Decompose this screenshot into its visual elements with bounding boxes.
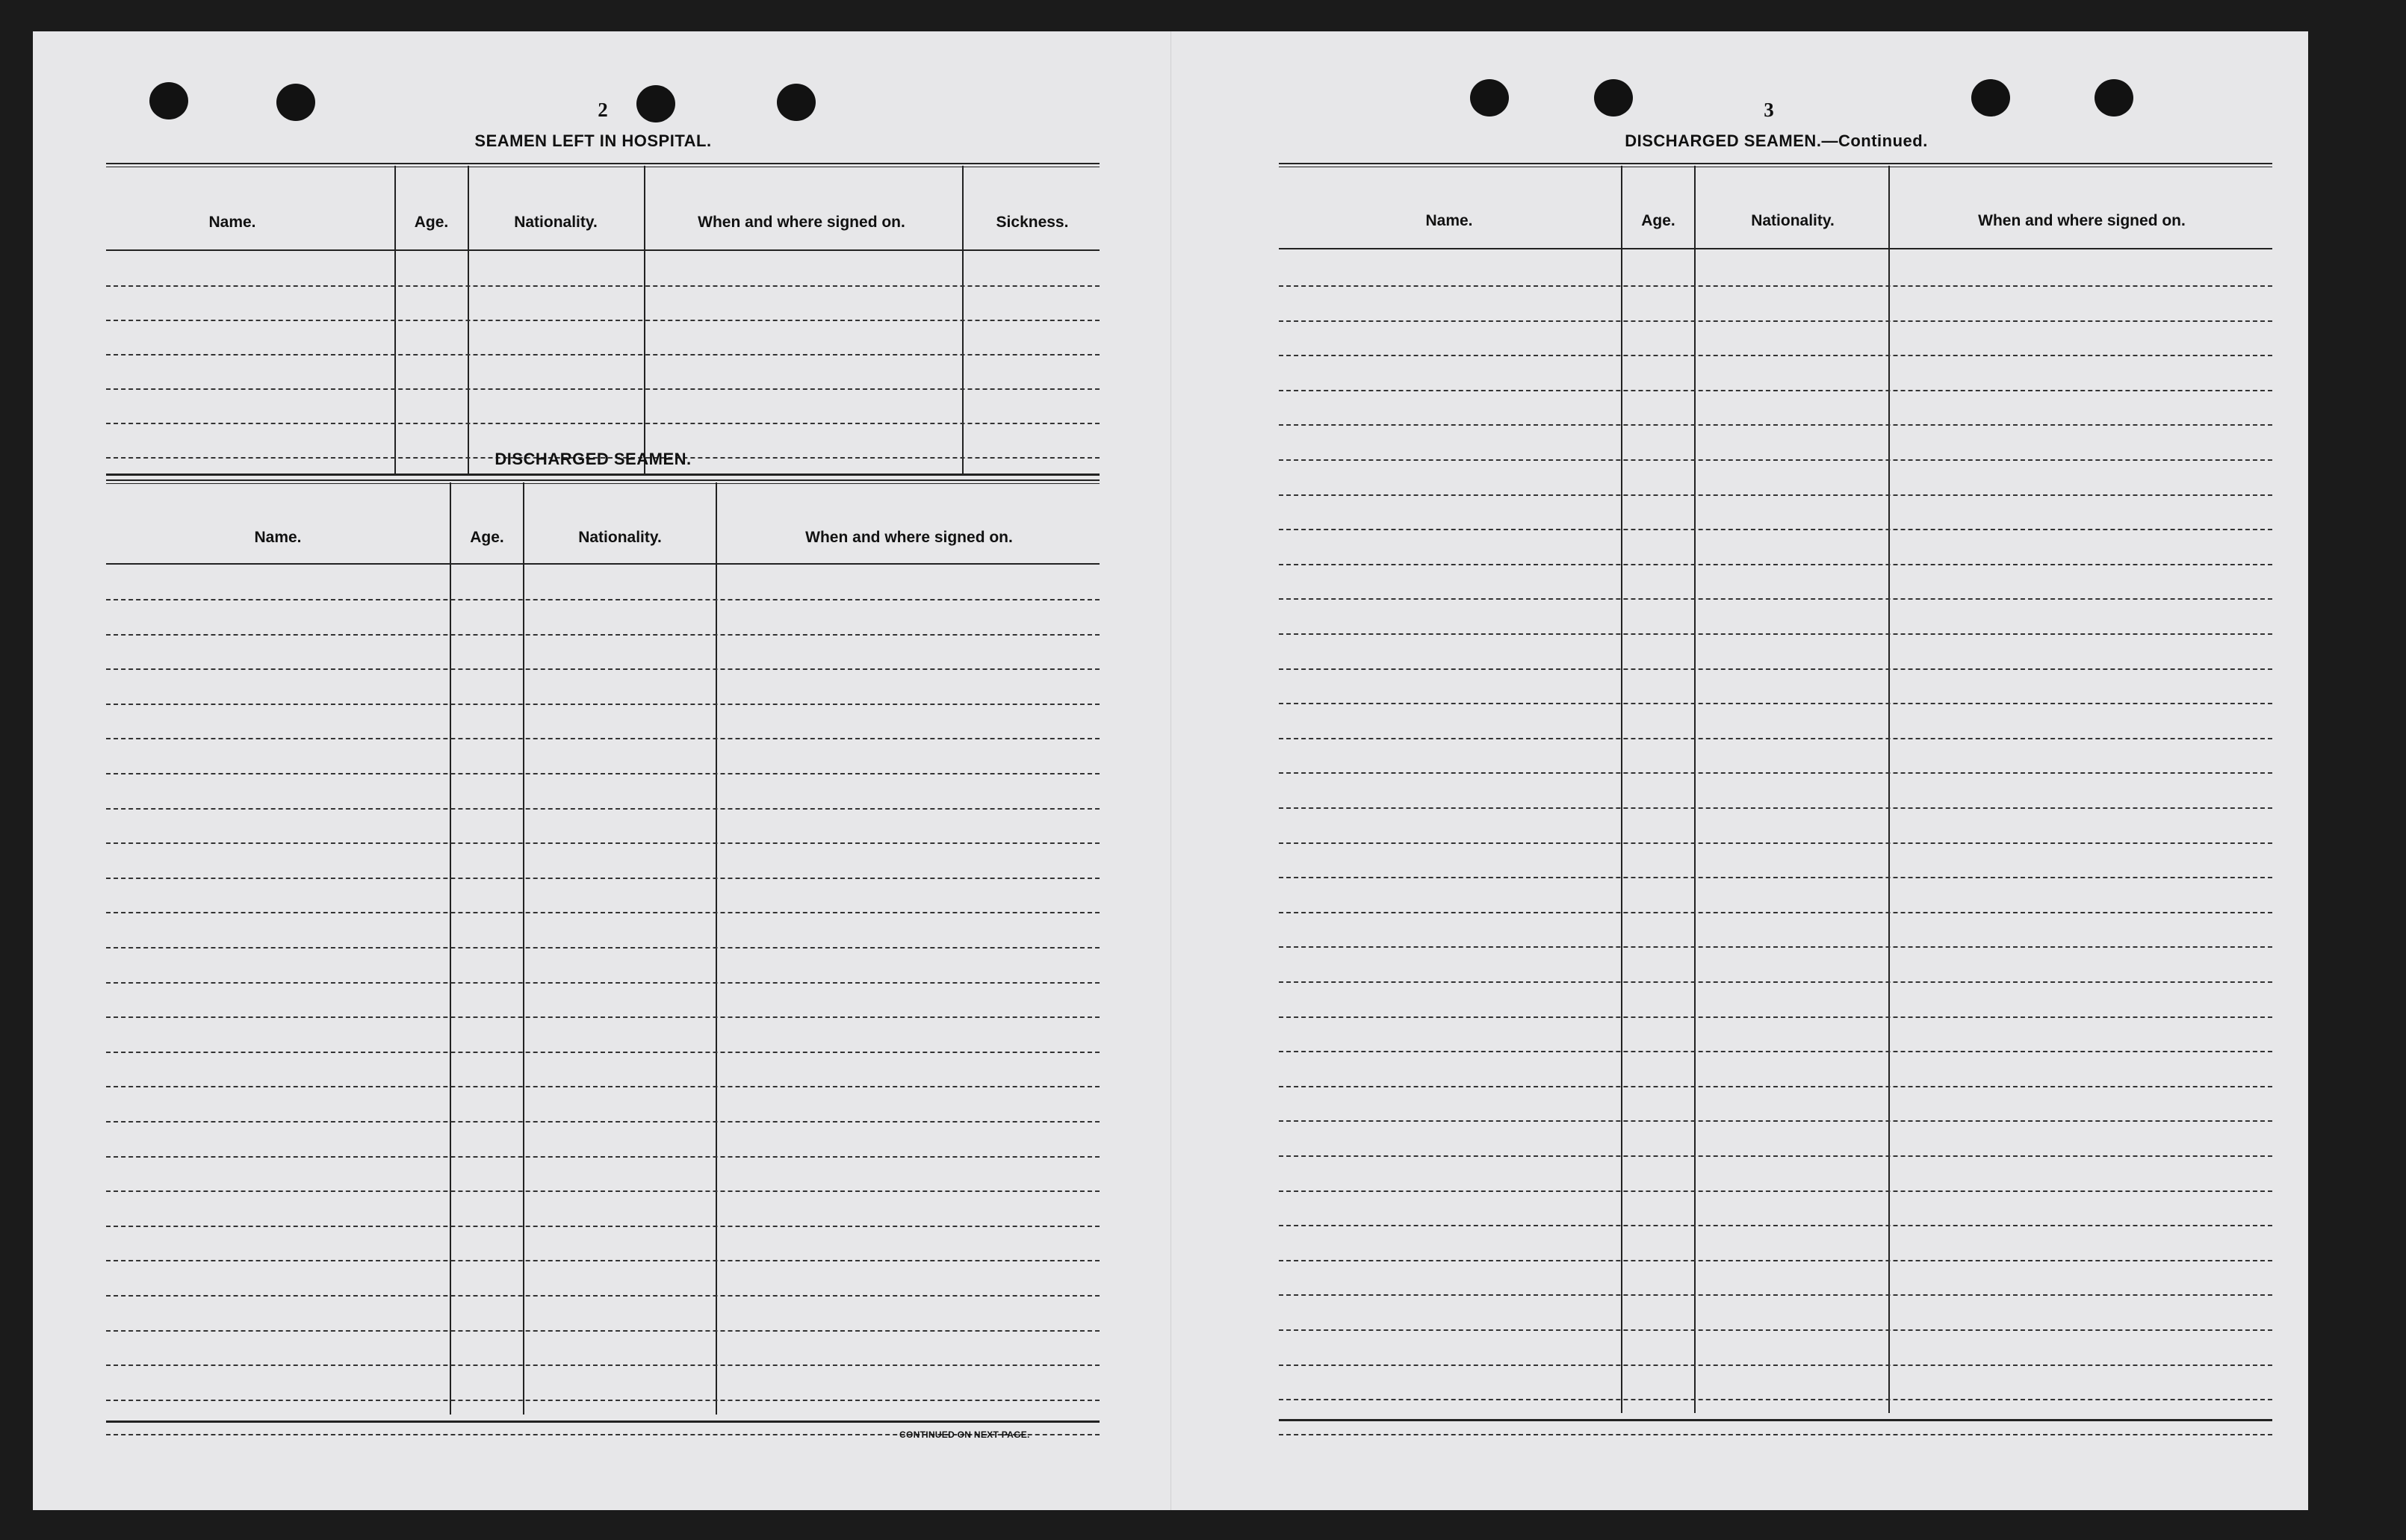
- punch-hole: [276, 84, 315, 121]
- entry-line: [106, 1364, 1100, 1366]
- entry-line: [1279, 1086, 2272, 1087]
- entry-line: [1279, 842, 2272, 844]
- entry-line: [1279, 1016, 2272, 1018]
- entry-line: [1279, 285, 2272, 287]
- entry-line: [106, 704, 1100, 705]
- entry-line: [106, 354, 1100, 355]
- entry-line: [1279, 1364, 2272, 1366]
- hospital-table: [106, 163, 1100, 476]
- entry-line: [1279, 1434, 2272, 1435]
- table-bottom-rule: [106, 474, 1100, 476]
- entry-line: [106, 982, 1100, 984]
- entry-line: [106, 1156, 1100, 1158]
- col-header-signed-on: When and where signed on.: [805, 529, 1013, 546]
- entry-line: [1279, 598, 2272, 600]
- entry-line: [1279, 1051, 2272, 1052]
- entry-line: [1279, 355, 2272, 356]
- entry-line: [1279, 772, 2272, 774]
- discharged-continued-table: [1279, 163, 2272, 1432]
- entry-line: [106, 842, 1100, 844]
- table-top-rule: [1279, 163, 2272, 167]
- col-header-name: Name.: [254, 529, 302, 546]
- section-title-suffix: —Continued.: [1821, 131, 1928, 150]
- column-divider: [716, 482, 717, 1415]
- col-header-age: Age.: [470, 529, 504, 546]
- entry-line: [106, 285, 1100, 287]
- col-header-age: Age.: [414, 214, 449, 231]
- col-header-name: Name.: [208, 214, 256, 231]
- col-header-nationality: Nationality.: [578, 529, 662, 546]
- discharged-section-title: DISCHARGED SEAMEN.: [494, 450, 692, 468]
- col-header-name: Name.: [1425, 212, 1473, 229]
- entry-line: [106, 1330, 1100, 1332]
- entry-line: [106, 947, 1100, 948]
- entry-line: [106, 599, 1100, 600]
- entry-line: [1279, 703, 2272, 704]
- entry-line: [106, 1295, 1100, 1297]
- entry-line: [106, 773, 1100, 774]
- column-divider: [450, 482, 451, 1415]
- entry-line: [1279, 564, 2272, 565]
- continued-note: CONTINUED ON NEXT PAGE.: [899, 1429, 1030, 1440]
- entry-line: [1279, 1225, 2272, 1226]
- punch-hole: [1594, 79, 1633, 117]
- entry-line: [106, 878, 1100, 879]
- punch-hole: [636, 85, 675, 122]
- entry-line: [106, 738, 1100, 739]
- header-rule: [1279, 248, 2272, 249]
- punch-hole: [149, 82, 188, 119]
- entry-line: [106, 320, 1100, 321]
- header-rule: [106, 563, 1100, 565]
- entry-line: [106, 634, 1100, 636]
- entry-line: [1279, 912, 2272, 913]
- punch-hole: [1971, 79, 2010, 117]
- entry-line: [1279, 390, 2272, 391]
- entry-line: [1279, 1155, 2272, 1157]
- entry-line: [106, 1121, 1100, 1123]
- page-number: 2: [598, 99, 608, 121]
- header-rule: [106, 249, 1100, 251]
- page-number: 3: [1764, 99, 1774, 121]
- table-bottom-rule: [1279, 1419, 2272, 1421]
- left-page: [33, 31, 1171, 1510]
- entry-line: [1279, 529, 2272, 530]
- entry-line: [106, 1052, 1100, 1053]
- entry-line: [1279, 738, 2272, 739]
- punch-hole: [2095, 79, 2133, 117]
- entry-line: [106, 808, 1100, 810]
- entry-line: [1279, 1294, 2272, 1296]
- entry-line: [106, 1086, 1100, 1087]
- entry-line: [1279, 1329, 2272, 1331]
- table-bottom-rule: [106, 1421, 1100, 1423]
- punch-hole: [1470, 79, 1509, 117]
- section-title-text: DISCHARGED SEAMEN.: [1625, 131, 1822, 150]
- entry-line: [1279, 1260, 2272, 1261]
- hospital-section-title: SEAMEN LEFT IN HOSPITAL.: [474, 131, 712, 150]
- entry-line: [106, 423, 1100, 424]
- entry-line: [1279, 981, 2272, 983]
- entry-line: [106, 388, 1100, 390]
- entry-line: [106, 1400, 1100, 1401]
- col-header-sickness: Sickness.: [996, 214, 1069, 231]
- entry-line: [1279, 1399, 2272, 1400]
- entry-line: [106, 668, 1100, 670]
- column-divider: [523, 482, 524, 1415]
- col-header-signed-on: When and where signed on.: [698, 214, 905, 231]
- entry-line: [1279, 668, 2272, 670]
- entry-line: [1279, 1120, 2272, 1122]
- discharged-continued-title: [1530, 131, 2023, 151]
- entry-line: [106, 1226, 1100, 1227]
- col-header-nationality: Nationality.: [514, 214, 598, 231]
- discharged-table: [106, 479, 1100, 1432]
- punch-hole: [777, 84, 816, 121]
- col-header-signed-on: When and where signed on.: [1978, 212, 2186, 229]
- form-sheet: [33, 31, 2308, 1510]
- table-top-rule: [106, 479, 1100, 484]
- entry-line: [1279, 877, 2272, 878]
- entry-line: [1279, 494, 2272, 496]
- entry-line: [1279, 320, 2272, 322]
- entry-line: [106, 1190, 1100, 1192]
- entry-line: [1279, 633, 2272, 635]
- entry-line: [1279, 807, 2272, 809]
- entry-line: [1279, 459, 2272, 461]
- entry-line: [106, 912, 1100, 913]
- col-header-nationality: Nationality.: [1751, 212, 1835, 229]
- right-page: [1171, 31, 2309, 1510]
- entry-line: [1279, 424, 2272, 426]
- entry-line: [106, 1016, 1100, 1018]
- entry-line: [1279, 1190, 2272, 1192]
- entry-line: [106, 1260, 1100, 1261]
- table-top-rule: [106, 163, 1100, 167]
- entry-line: [1279, 946, 2272, 948]
- col-header-age: Age.: [1641, 212, 1675, 229]
